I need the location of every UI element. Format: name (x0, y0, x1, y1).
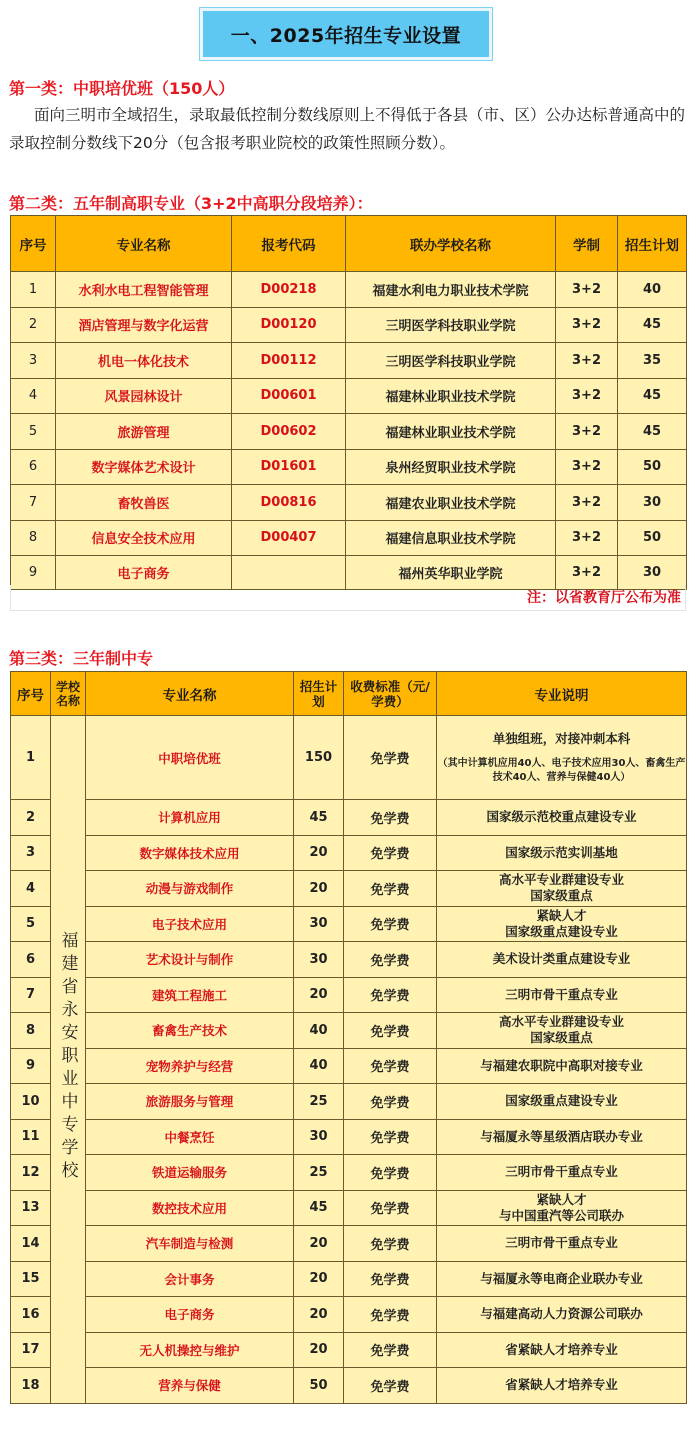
cell-major: 机电一体化技术 (56, 343, 232, 379)
cell-fee: 免学费 (344, 1261, 437, 1297)
description-line: （其中计算机应用40人、电子技术应用30人、畜禽生产技术40人、营养与保健40人） (437, 757, 686, 783)
description-line: 省紧缺人才培养专业 (505, 1377, 618, 1393)
description-line: 国家级示范实训基地 (505, 844, 618, 860)
cell-duration: 3+2 (556, 272, 618, 308)
cell-plan: 40 (294, 1048, 344, 1084)
cell-major: 建筑工程施工 (86, 977, 294, 1013)
cell-description (437, 835, 687, 871)
cell-code: D00601 (232, 378, 346, 414)
cell-index: 7 (11, 485, 56, 521)
cell-major: 数字媒体艺术设计 (56, 449, 232, 485)
table-row (11, 272, 687, 308)
table-row (11, 835, 687, 871)
cell-partner: 福建农业职业技术学院 (346, 485, 556, 521)
cell-duration: 3+2 (556, 414, 618, 450)
cell-partner: 福建林业职业技术学院 (346, 414, 556, 450)
section3-title: 第三类：三年制中专 (9, 649, 154, 668)
cell-fee: 免学费 (344, 716, 437, 800)
cell-index: 11 (11, 1119, 51, 1155)
cell-major: 畜牧兽医 (56, 485, 232, 521)
cell-duration: 3+2 (556, 449, 618, 485)
description-line: 美术设计类重点建设专业 (492, 951, 631, 967)
cell-code: D00602 (232, 414, 346, 450)
cell-major: 数字媒体技术应用 (86, 835, 294, 871)
cell-major: 数控技术应用 (86, 1190, 294, 1226)
section2-title: 第二类：五年制高职专业（3+2中高职分段培养）： (9, 194, 373, 213)
col-header-plan: 招生计划 (294, 672, 344, 716)
col-header-index: 序号 (11, 216, 56, 272)
cell-description (437, 942, 687, 978)
cell-plan: 30 (294, 942, 344, 978)
cell-description (437, 906, 687, 942)
table-row (11, 1368, 687, 1404)
table-row (11, 449, 687, 485)
cell-major: 宠物养护与经营 (86, 1048, 294, 1084)
table-row (11, 1297, 687, 1333)
cell-description (437, 1119, 687, 1155)
cell-code: D00407 (232, 520, 346, 556)
cell-fee: 免学费 (344, 1119, 437, 1155)
cell-fee: 免学费 (344, 1190, 437, 1226)
cell-index: 9 (11, 1048, 51, 1084)
description-line: 与福建农职院中高职对接专业 (480, 1057, 643, 1073)
description-line: 与福厦永等星级酒店联办专业 (480, 1128, 643, 1144)
table-row (11, 1013, 687, 1049)
cell-major: 无人机操控与维护 (86, 1332, 294, 1368)
section1-title: 第一类：中职培优班（150人） (9, 79, 235, 98)
cell-index: 15 (11, 1261, 51, 1297)
description-line: 省紧缺人才培养专业 (505, 1341, 618, 1357)
table-row (11, 1332, 687, 1368)
cell-plan: 50 (618, 449, 687, 485)
cell-fee: 免学费 (344, 1226, 437, 1262)
table-header (11, 672, 687, 716)
school-name-cell (51, 716, 86, 1404)
description-line: 高水平专业群建设专业 (498, 872, 624, 888)
description-line: 紧缺人才 (536, 1191, 587, 1207)
cell-major: 中餐烹饪 (86, 1119, 294, 1155)
cell-index: 1 (11, 272, 56, 308)
cell-plan: 150 (294, 716, 344, 800)
description-line: 与福厦永等电商企业联办专业 (480, 1270, 643, 1286)
cell-index: 13 (11, 1190, 51, 1226)
cell-partner: 三明医学科技职业学院 (346, 307, 556, 343)
cell-code: D00816 (232, 485, 346, 521)
cell-index: 16 (11, 1297, 51, 1333)
cell-major: 旅游服务与管理 (86, 1084, 294, 1120)
col-header-major: 专业名称 (86, 672, 294, 716)
cell-plan: 20 (294, 871, 344, 907)
cell-description (437, 800, 687, 836)
cell-code: D00112 (232, 343, 346, 379)
table-note: 注：以省教育厅公布为准 (10, 585, 686, 611)
cell-major: 营养与保健 (86, 1368, 294, 1404)
table-row (11, 1048, 687, 1084)
col-header-duration: 学制 (556, 216, 618, 272)
cell-partner: 泉州经贸职业技术学院 (346, 449, 556, 485)
table-row (11, 906, 687, 942)
table-header (11, 216, 687, 272)
cell-plan: 30 (618, 485, 687, 521)
cell-partner: 三明医学科技职业学院 (346, 343, 556, 379)
cell-index: 8 (11, 520, 56, 556)
table-row (11, 942, 687, 978)
cell-index: 17 (11, 1332, 51, 1368)
col-header-fee: 收费标准（元/学费） (344, 672, 437, 716)
cell-description (437, 1297, 687, 1333)
cell-fee: 免学费 (344, 1332, 437, 1368)
table-row (11, 1084, 687, 1120)
cell-major: 电子商务 (86, 1297, 294, 1333)
cell-index: 9 (11, 556, 56, 590)
table-row (11, 1155, 687, 1191)
cell-index: 3 (11, 835, 51, 871)
col-header-index: 序号 (11, 672, 51, 716)
cell-plan: 40 (294, 1013, 344, 1049)
description-line: 三明市骨干重点专业 (505, 1235, 618, 1251)
cell-major: 中职培优班 (86, 716, 294, 800)
col-header-major: 专业名称 (56, 216, 232, 272)
cell-plan: 45 (618, 378, 687, 414)
cell-major: 风景园林设计 (56, 378, 232, 414)
cell-index: 4 (11, 871, 51, 907)
cell-plan: 25 (294, 1155, 344, 1191)
cell-plan: 20 (294, 1332, 344, 1368)
cell-code: D01601 (232, 449, 346, 485)
cell-index: 2 (11, 307, 56, 343)
cell-fee: 免学费 (344, 800, 437, 836)
cell-index: 18 (11, 1368, 51, 1404)
cell-major: 酒店管理与数字化运营 (56, 307, 232, 343)
table-row (11, 716, 687, 800)
cell-index: 6 (11, 942, 51, 978)
cell-plan: 20 (294, 1226, 344, 1262)
cell-fee: 免学费 (344, 977, 437, 1013)
cell-index: 8 (11, 1013, 51, 1049)
cell-fee: 免学费 (344, 1048, 437, 1084)
cell-description (437, 1332, 687, 1368)
table-row (11, 1226, 687, 1262)
cell-plan: 50 (294, 1368, 344, 1404)
cell-major: 旅游管理 (56, 414, 232, 450)
cell-plan: 45 (618, 414, 687, 450)
cell-major: 艺术设计与制作 (86, 942, 294, 978)
cell-plan: 20 (294, 835, 344, 871)
cell-major: 水利水电工程智能管理 (56, 272, 232, 308)
cell-index: 10 (11, 1084, 51, 1120)
description-line: 国家级重点 (530, 888, 593, 904)
cell-code: D00120 (232, 307, 346, 343)
table-row (11, 871, 687, 907)
description-line: 三明市骨干重点专业 (505, 986, 618, 1002)
cell-description (437, 1013, 687, 1049)
cell-index: 12 (11, 1155, 51, 1191)
description-line: 国家级重点 (530, 1030, 593, 1046)
table-row (11, 1190, 687, 1226)
cell-index: 5 (11, 414, 56, 450)
cell-fee: 免学费 (344, 835, 437, 871)
cell-plan: 30 (618, 556, 687, 590)
table-row (11, 1261, 687, 1297)
cell-major: 电子商务 (56, 556, 232, 590)
section1-text: 面向三明市全域招生，录取最低控制分数线原则上不得低于各县（市、区）公办达标普通高中的录取控制分数线下20分（包含报考职业院校的政策性照顾分数）。 (9, 106, 686, 152)
table-row (11, 977, 687, 1013)
table-row (11, 800, 687, 836)
cell-index: 3 (11, 343, 56, 379)
col-header-plan: 招生计划 (618, 216, 687, 272)
cell-description (437, 871, 687, 907)
cell-major: 铁道运输服务 (86, 1155, 294, 1191)
cell-partner: 福建水利电力职业技术学院 (346, 272, 556, 308)
cell-description (437, 1226, 687, 1262)
table-row (11, 1119, 687, 1155)
cell-major: 汽车制造与检测 (86, 1226, 294, 1262)
col-header-description: 专业说明 (437, 672, 687, 716)
cell-plan: 45 (294, 800, 344, 836)
cell-plan: 20 (294, 977, 344, 1013)
cell-index: 14 (11, 1226, 51, 1262)
cell-major: 计算机应用 (86, 800, 294, 836)
cell-duration: 3+2 (556, 307, 618, 343)
cell-fee: 免学费 (344, 1155, 437, 1191)
cell-partner: 福州英华职业学院 (346, 556, 556, 590)
cell-duration: 3+2 (556, 556, 618, 590)
cell-duration: 3+2 (556, 520, 618, 556)
col-header-partner: 联办学校名称 (346, 216, 556, 272)
cell-duration: 3+2 (556, 378, 618, 414)
cell-fee: 免学费 (344, 1013, 437, 1049)
col-header-school: 学校名称 (51, 672, 86, 716)
cell-code: D00218 (232, 272, 346, 308)
cell-plan: 35 (618, 343, 687, 379)
cell-description (437, 1368, 687, 1404)
description-line: 国家级示范校重点建设专业 (486, 809, 637, 825)
table-row (11, 343, 687, 379)
cell-description (437, 1155, 687, 1191)
cell-fee: 免学费 (344, 906, 437, 942)
cell-fee: 免学费 (344, 942, 437, 978)
cell-plan: 50 (618, 520, 687, 556)
cell-duration: 3+2 (556, 485, 618, 521)
table-row (11, 520, 687, 556)
cell-plan: 20 (294, 1297, 344, 1333)
cell-plan: 45 (618, 307, 687, 343)
cell-index: 4 (11, 378, 56, 414)
cell-plan: 30 (294, 1119, 344, 1155)
cell-index: 5 (11, 906, 51, 942)
cell-major: 畜禽生产技术 (86, 1013, 294, 1049)
cell-description (437, 1261, 687, 1297)
cell-fee: 免学费 (344, 1368, 437, 1404)
cell-major: 动漫与游戏制作 (86, 871, 294, 907)
cell-major: 电子技术应用 (86, 906, 294, 942)
cell-description (437, 1048, 687, 1084)
cell-plan: 45 (294, 1190, 344, 1226)
cell-fee: 免学费 (344, 1084, 437, 1120)
description-line: 单独组班，对接冲刺本科 (492, 730, 631, 746)
secondary-vocational-table (10, 671, 687, 1404)
cell-description (437, 716, 687, 800)
cell-plan: 30 (294, 906, 344, 942)
cell-plan: 20 (294, 1261, 344, 1297)
page-banner: 一、2025年招生专业设置 (200, 8, 492, 60)
cell-plan: 25 (294, 1084, 344, 1120)
description-line: 国家级重点建设专业 (505, 1093, 618, 1109)
cell-partner: 福建信息职业技术学院 (346, 520, 556, 556)
cell-description (437, 1084, 687, 1120)
description-line: 与福建高动人力资源公司联办 (480, 1306, 643, 1322)
cell-major: 会计事务 (86, 1261, 294, 1297)
description-line: 高水平专业群建设专业 (498, 1014, 624, 1030)
cell-partner: 福建林业职业技术学院 (346, 378, 556, 414)
description-line: 紧缺人才 (536, 907, 587, 923)
cell-description (437, 977, 687, 1013)
cell-major: 信息安全技术应用 (56, 520, 232, 556)
table-row (11, 307, 687, 343)
cell-description (437, 1190, 687, 1226)
cell-index: 6 (11, 449, 56, 485)
description-line: 三明市骨干重点专业 (505, 1164, 618, 1180)
cell-index: 2 (11, 800, 51, 836)
higher-vocational-table (10, 215, 687, 590)
school-name: 福建省永安职业中专学校 (57, 930, 78, 1184)
cell-fee: 免学费 (344, 1297, 437, 1333)
cell-index: 7 (11, 977, 51, 1013)
description-line: 国家级重点建设专业 (505, 923, 618, 939)
table-row (11, 485, 687, 521)
cell-duration: 3+2 (556, 343, 618, 379)
cell-fee: 免学费 (344, 871, 437, 907)
table-row (11, 414, 687, 450)
description-line: 与中国重汽等公司联办 (498, 1207, 624, 1223)
cell-index: 1 (11, 716, 51, 800)
col-header-code: 报考代码 (232, 216, 346, 272)
table-row (11, 378, 687, 414)
cell-plan: 40 (618, 272, 687, 308)
